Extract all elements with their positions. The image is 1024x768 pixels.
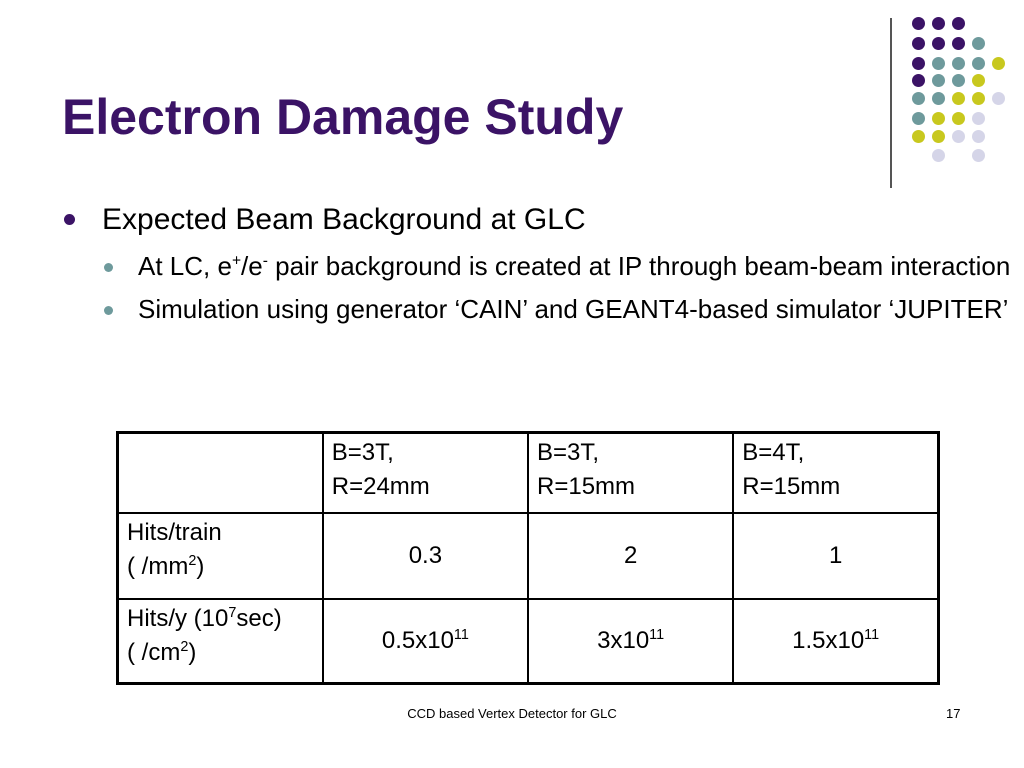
decorative-dot xyxy=(972,92,985,105)
row-label-hits-year: Hits/y $(10^7\sec)$ ( $/cm^2$) xyxy=(118,599,323,684)
table-header-cell: B=3T, R=15mm xyxy=(528,433,733,513)
decorative-dot xyxy=(932,37,945,50)
decorative-dot xyxy=(912,37,925,50)
decorative-dot xyxy=(932,149,945,162)
decorative-dot xyxy=(992,92,1005,105)
table-header-cell: B=3T, R=24mm xyxy=(323,433,528,513)
table-corner-cell xyxy=(118,433,323,513)
decorative-dot xyxy=(952,130,965,143)
table-row xyxy=(118,599,939,684)
decorative-dot xyxy=(952,74,965,87)
bullet-dot-icon xyxy=(64,214,75,225)
decorative-dot xyxy=(932,92,945,105)
bullet-dot-icon xyxy=(104,263,113,272)
table-cell: $1.5x10^{11}$ xyxy=(733,599,938,684)
decorative-dot xyxy=(912,130,925,143)
decorative-dot xyxy=(912,17,925,30)
slide-footer: CCD based Vertex Detector for GLC xyxy=(407,706,617,721)
bullet-sub-1-text: At LC, e+/e- pair background is created at IP through beam-beam interaction xyxy=(138,251,1011,281)
bullet-sub-2-text: Simulation using generator ‘CAIN’ and GEANT4-based simulator ‘JUPITER’ xyxy=(138,294,1009,324)
decorative-dot xyxy=(912,74,925,87)
decorative-dot xyxy=(932,17,945,30)
decorative-divider xyxy=(890,18,892,188)
decorative-dot xyxy=(952,37,965,50)
table-cell: 1 xyxy=(733,513,938,599)
row-label-hits-train: Hits/train ( $/mm^2$) xyxy=(118,513,323,599)
decorative-dot xyxy=(972,37,985,50)
decorative-dot xyxy=(912,92,925,105)
table-header-cell: B=4T, R=15mm xyxy=(733,433,938,513)
decorative-dot xyxy=(932,130,945,143)
decorative-dot xyxy=(952,92,965,105)
decorative-dot xyxy=(972,74,985,87)
decorative-dot xyxy=(932,112,945,125)
decorative-dot xyxy=(912,57,925,70)
bullet-list xyxy=(60,198,1011,328)
decorative-dot xyxy=(952,57,965,70)
decorative-dot xyxy=(972,57,985,70)
slide-title: Electron Damage Study xyxy=(62,89,624,145)
bullet-dot-icon xyxy=(104,306,113,315)
table-row xyxy=(118,513,939,599)
decorative-dot xyxy=(992,57,1005,70)
decorative-dot xyxy=(972,112,985,125)
table-header-row xyxy=(118,433,939,513)
decorative-dot xyxy=(972,130,985,143)
decorative-dot xyxy=(952,112,965,125)
bullet-sub-1 xyxy=(100,248,1018,285)
page-number: 17 xyxy=(946,706,961,721)
hits-table xyxy=(116,431,940,685)
decorative-dot xyxy=(972,149,985,162)
bullet-sub-2 xyxy=(100,291,1018,328)
table-cell: $3x10^{11}$ xyxy=(528,599,733,684)
bullet-main xyxy=(60,198,980,242)
table-cell: 2 xyxy=(528,513,733,599)
table-cell: 0.3 xyxy=(323,513,528,599)
decorative-dot xyxy=(932,57,945,70)
bullet-main-text: Expected Beam Background at GLC xyxy=(102,203,586,236)
decorative-dot xyxy=(912,112,925,125)
decorative-dot xyxy=(952,17,965,30)
decorative-dot xyxy=(932,74,945,87)
table-cell: $0.5x10^{11}$ xyxy=(323,599,528,684)
